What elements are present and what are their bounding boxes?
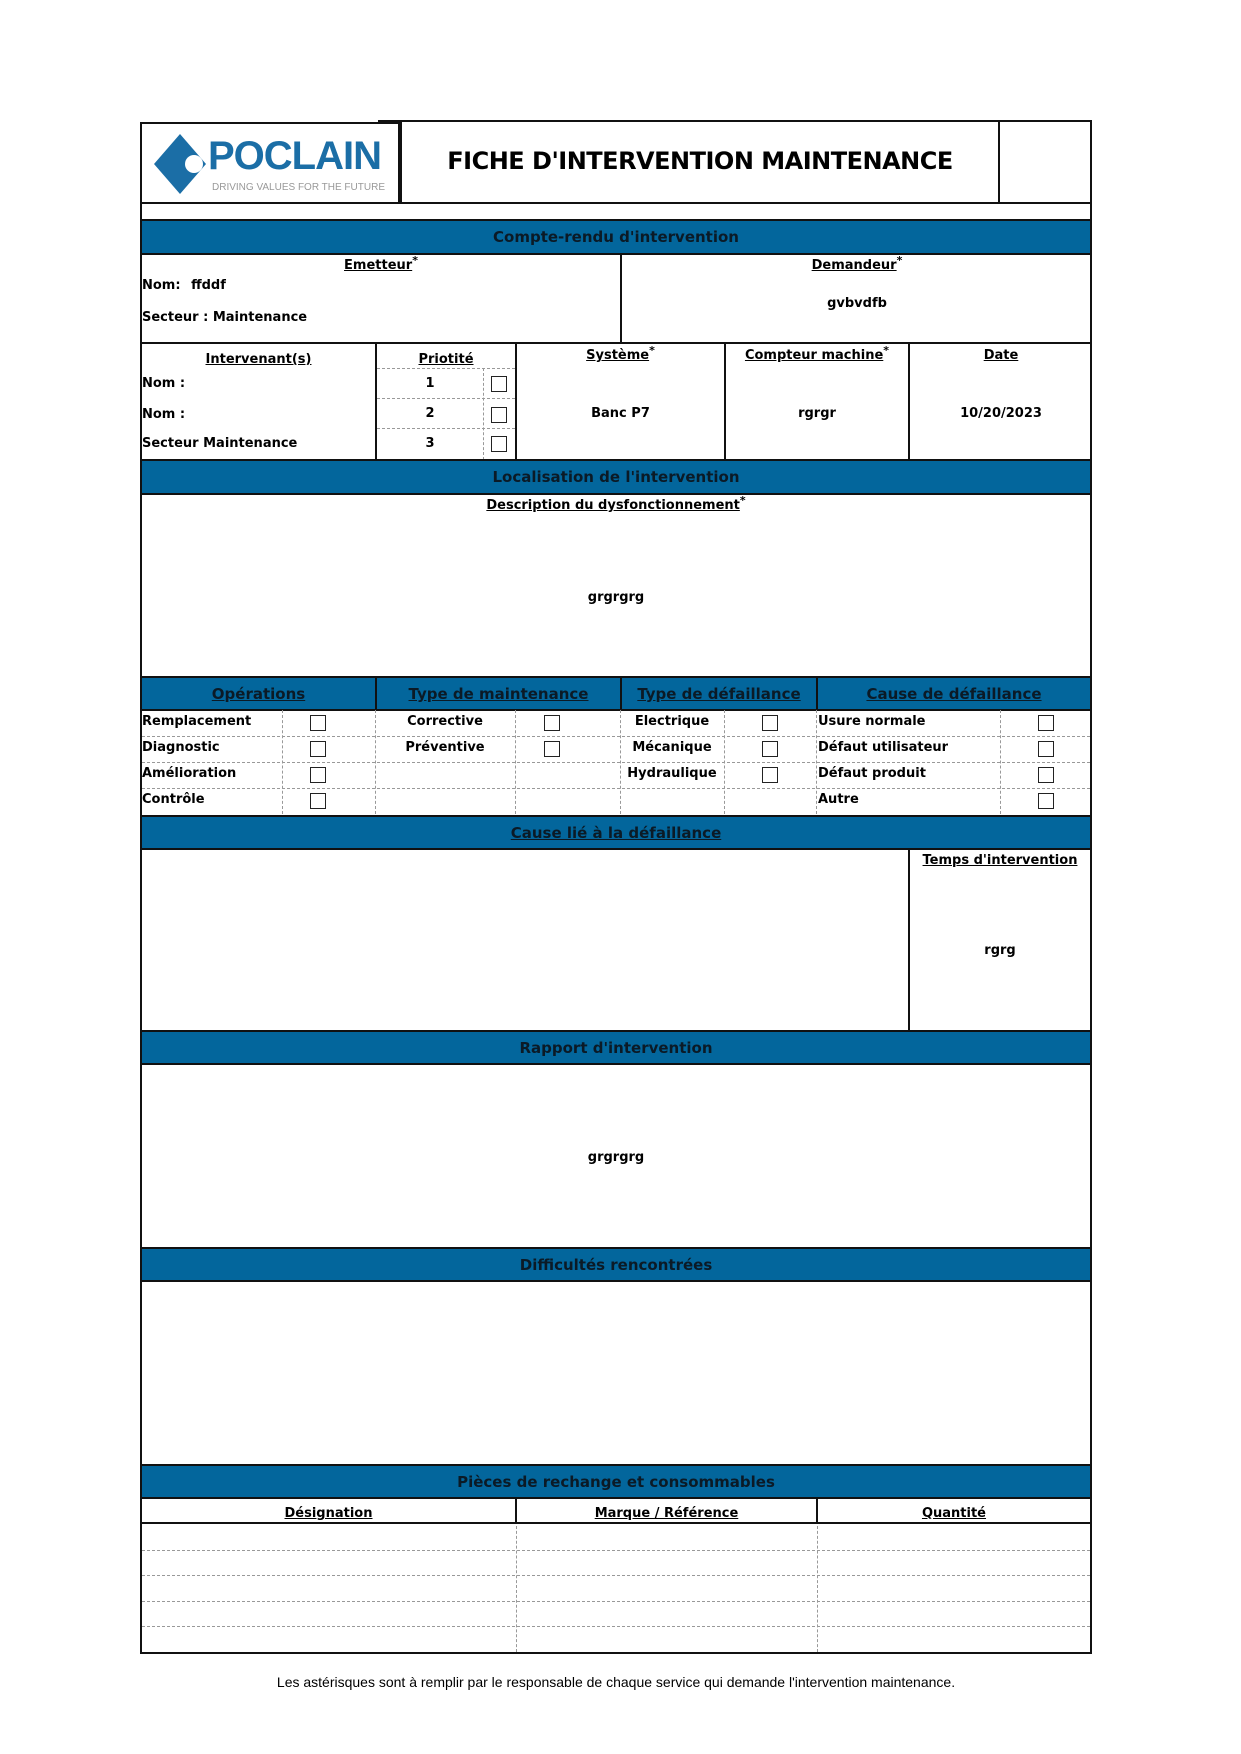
divider (816, 710, 817, 814)
table-row (142, 1576, 1090, 1601)
section-title: Cause lié à la défaillance (510, 823, 722, 842)
secteur-label: Secteur : (142, 310, 209, 325)
operation-diagnostic: Diagnostic (142, 740, 220, 755)
emetteur-demandeur-row (140, 254, 1092, 344)
section-localisation (140, 459, 1092, 495)
page-title-cell (400, 120, 998, 204)
divider (377, 428, 515, 429)
required-asterisk: * (649, 344, 655, 357)
compteur-value: rgrgr (798, 406, 836, 421)
emetteur-nom[interactable] (142, 278, 226, 293)
cause-liee-row (140, 849, 1092, 1031)
designation-cell[interactable] (142, 1631, 515, 1649)
intervenant-row-2[interactable]: Nom : (142, 407, 186, 422)
priorite-level-1: 1 (425, 376, 435, 391)
hydraulique-checkbox[interactable] (762, 767, 778, 783)
divider (142, 788, 1090, 789)
section-cause-liee (140, 815, 1092, 850)
difficultes-body[interactable] (140, 1281, 1092, 1465)
date-heading: Date (983, 348, 1019, 363)
intervenants-heading: Intervenant(s) (205, 352, 312, 367)
demandeur-heading: Demandeur (811, 258, 897, 273)
details-row (140, 344, 1092, 460)
usure-normale-checkbox[interactable] (1038, 715, 1054, 731)
section-title: Localisation de l'intervention (492, 468, 740, 486)
designation-cell[interactable] (142, 1530, 515, 1548)
required-asterisk: * (412, 254, 418, 267)
cause-defaut-produit: Défaut produit (818, 766, 926, 781)
section-title: Rapport d'intervention (519, 1038, 713, 1057)
emetteur-heading: Emetteur (344, 258, 413, 273)
logo-box (140, 122, 400, 204)
operation-remplacement: Remplacement (142, 714, 252, 729)
emetteur-cell (142, 254, 620, 342)
temps-intervention-cell[interactable] (910, 849, 1090, 1031)
cause-liee-body[interactable] (142, 849, 908, 1031)
nom-label: Nom: (142, 278, 181, 293)
column-header-designation: Désignation (284, 1506, 373, 1521)
section-difficultes (140, 1247, 1092, 1282)
quantite-cell[interactable] (818, 1606, 1090, 1624)
logo-brand: POCLAIN (208, 134, 381, 178)
designation-cell[interactable] (142, 1580, 515, 1598)
maintenance-preventive: Préventive (405, 740, 485, 755)
required-asterisk: * (883, 344, 890, 357)
rapport-body[interactable] (140, 1064, 1092, 1248)
date-value: 10/20/2023 (960, 406, 1042, 421)
diagnostic-checkbox[interactable] (310, 741, 326, 757)
mecanique-checkbox[interactable] (762, 741, 778, 757)
section-title: Compte-rendu d'intervention (493, 228, 739, 246)
marque-cell[interactable] (517, 1530, 816, 1548)
operations-heading: Opérations (211, 685, 306, 703)
pieces-table (140, 1498, 1092, 1654)
priorite-cell (377, 344, 515, 460)
defaut-utilisateur-checkbox[interactable] (1038, 741, 1054, 757)
rapport-value: grgrgrg (587, 1150, 645, 1165)
table-row (142, 1551, 1090, 1576)
cause-usure-normale: Usure normale (818, 714, 926, 729)
divider (724, 710, 725, 814)
temps-heading: Temps d'intervention (922, 853, 1078, 868)
compteur-heading: Compteur machine (744, 348, 884, 363)
defaut-produit-checkbox[interactable] (1038, 767, 1054, 783)
quantite-cell[interactable] (818, 1631, 1090, 1649)
cause-defaut-utilisateur: Défaut utilisateur (818, 740, 949, 755)
systeme-value: Banc P7 (591, 406, 650, 421)
column-header-marque: Marque / Référence (594, 1506, 739, 1521)
operation-controle: Contrôle (142, 792, 205, 807)
date-cell[interactable] (910, 344, 1092, 460)
gap-row (140, 204, 1092, 220)
designation-cell[interactable] (142, 1555, 515, 1573)
table-row (142, 1526, 1090, 1551)
required-asterisk: * (739, 494, 746, 507)
emetteur-secteur[interactable] (142, 310, 307, 325)
cause-autre: Autre (818, 792, 859, 807)
preventive-checkbox[interactable] (544, 741, 560, 757)
divider (483, 368, 484, 460)
category-grid (140, 710, 1092, 816)
section-title: Difficultés rencontrées (519, 1255, 713, 1274)
intervenant-row-3[interactable]: Secteur Maintenance (142, 436, 298, 451)
divider (377, 368, 515, 369)
poclain-logo-icon (152, 132, 208, 196)
demandeur-value: gvbvdfb (827, 296, 887, 311)
marque-cell[interactable] (517, 1606, 816, 1624)
priorite-level-2: 2 (425, 406, 435, 421)
defaillance-electrique: Electrique (634, 714, 710, 729)
section-compte-rendu (140, 219, 1092, 255)
category-header-row (140, 676, 1092, 711)
required-asterisk: * (896, 254, 903, 267)
temps-value: rgrg (984, 943, 1016, 958)
priorite-2-checkbox[interactable] (491, 407, 507, 423)
autre-checkbox[interactable] (1038, 793, 1054, 809)
table-row (142, 1602, 1090, 1627)
description-value: grgrgrg (587, 590, 645, 605)
type-maintenance-heading: Type de maintenance (408, 685, 589, 703)
marque-cell[interactable] (517, 1555, 816, 1573)
section-pieces (140, 1464, 1092, 1499)
section-rapport (140, 1030, 1092, 1065)
footer-note: Les astérisques sont à remplir par le responsable de chaque service qui demande l'intervention maintenance. (276, 1674, 956, 1690)
section-title: Pièces de rechange et consommables (457, 1472, 775, 1491)
secteur-value: Maintenance (212, 310, 308, 325)
intervenants-cell (142, 344, 375, 460)
systeme-cell[interactable] (517, 344, 724, 460)
designation-cell[interactable] (142, 1606, 515, 1624)
priorite-1-checkbox[interactable] (491, 376, 507, 392)
marque-cell[interactable] (517, 1580, 816, 1598)
divider (142, 762, 1090, 763)
page-title: FICHE D'INTERVENTION MAINTENANCE (447, 147, 953, 175)
defaillance-hydraulique: Hydraulique (627, 766, 717, 781)
cause-defaillance-heading: Cause de défaillance (866, 685, 1042, 703)
controle-checkbox[interactable] (310, 793, 326, 809)
quantite-cell[interactable] (818, 1555, 1090, 1573)
column-header-quantite: Quantité (921, 1506, 987, 1521)
remplacement-checkbox[interactable] (310, 715, 326, 731)
type-defaillance-heading: Type de défaillance (637, 685, 801, 703)
description-cell[interactable] (140, 494, 1092, 677)
description-heading: Description du dysfonctionnement (486, 498, 740, 513)
amelioration-checkbox[interactable] (310, 767, 326, 783)
quantite-cell[interactable] (818, 1580, 1090, 1598)
table-row (142, 1627, 1090, 1652)
logo-tagline: DRIVING VALUES FOR THE FUTURE (212, 182, 385, 193)
priorite-level-3: 3 (425, 436, 435, 451)
priorite-heading: Priotité (418, 352, 474, 367)
corrective-checkbox[interactable] (544, 715, 560, 731)
divider (515, 710, 516, 814)
pieces-header-row (142, 1498, 1090, 1524)
divider (282, 710, 283, 814)
operation-amelioration: Amélioration (142, 766, 237, 781)
compteur-cell[interactable] (726, 344, 908, 460)
demandeur-cell[interactable] (622, 254, 1092, 342)
electrique-checkbox[interactable] (762, 715, 778, 731)
divider (377, 398, 515, 399)
systeme-heading: Système (586, 348, 650, 363)
nom-value: ffddf (191, 278, 226, 293)
defaillance-mecanique: Mécanique (632, 740, 712, 755)
quantite-cell[interactable] (818, 1530, 1090, 1548)
marque-cell[interactable] (517, 1631, 816, 1649)
priorite-3-checkbox[interactable] (491, 436, 507, 452)
intervenant-row-1[interactable]: Nom : (142, 376, 186, 391)
divider (1000, 710, 1001, 814)
divider (142, 736, 1090, 737)
maintenance-corrective: Corrective (407, 714, 483, 729)
header-blank-cell (998, 120, 1092, 204)
